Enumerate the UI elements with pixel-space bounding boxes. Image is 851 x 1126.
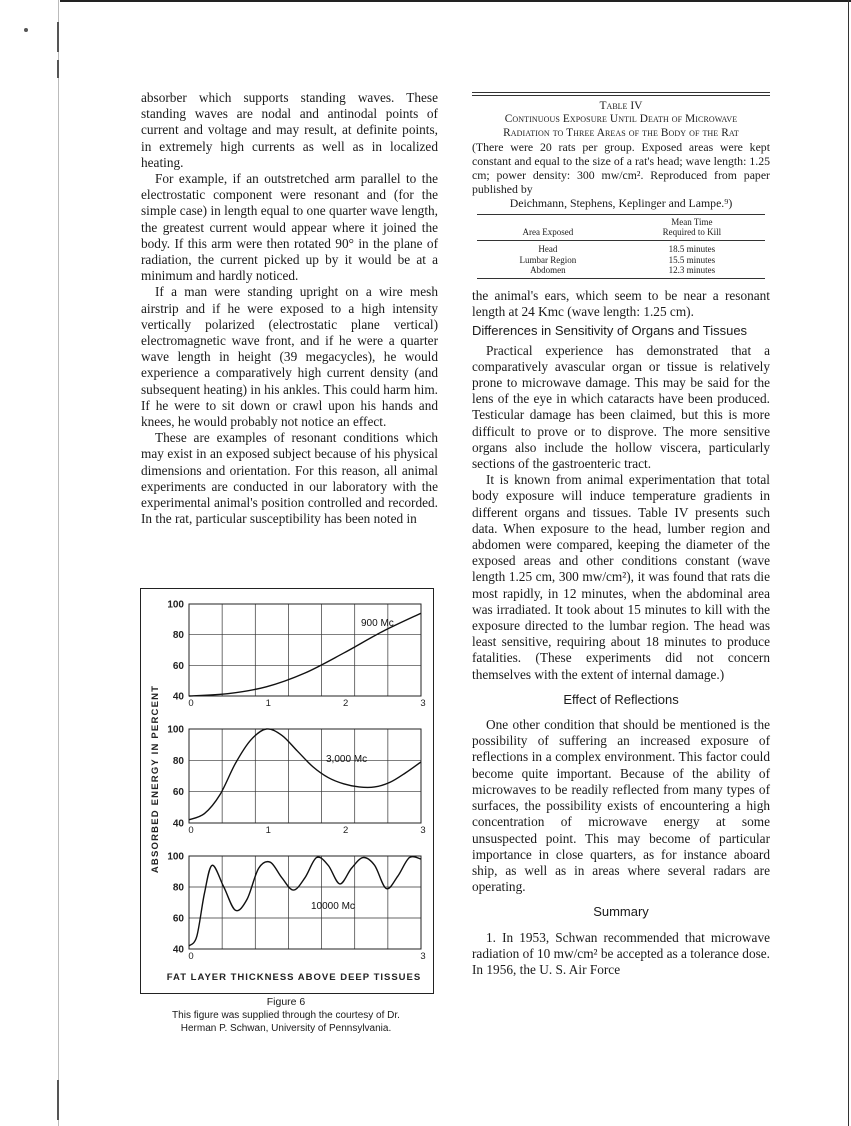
section-heading: Effect of Reflections <box>563 691 679 707</box>
series-line <box>189 729 421 820</box>
figure-caption-line: Herman P. Schwan, University of Pennsylvania. <box>180 1023 392 1034</box>
paragraph: If a man were standing upright on a wire mesh airstrip and if he were exposed to a high intensity vertically polarized (electrostatic plane vertical) electromagnetic wave front, and if he were a quarter wave length in height (39 megacycles), he would experience a comparatively high current density (and subsequent heating) in his ankles. This could harm him. If he were to sit down or crawl upon his hands and knees, he would probably not notice an effect. <box>141 284 438 430</box>
y-tick-label: 100 <box>167 724 184 736</box>
table-data <box>477 214 765 279</box>
figure-6 <box>140 588 434 994</box>
right-column <box>472 288 770 978</box>
x-tick-label: 2 <box>343 698 349 709</box>
table-iv <box>472 92 770 279</box>
paragraph: These are examples of resonant conditions which may exist in an exposed subject because of his physical dimensions and orientation. For this reason, all animal experiments are conducted in our laboratory with the experimental animal's position controlled and recorded. In the rat, particular susceptibility has been noted in <box>141 430 438 527</box>
y-axis-label: ABSORBED ENERGY IN PERCENT <box>150 684 161 874</box>
cell-time: 18.5 minutes <box>668 244 716 254</box>
y-tick-label: 100 <box>167 851 184 863</box>
cell-area: Head <box>538 244 558 254</box>
x-tick-label: 3 <box>420 698 426 709</box>
table-note-text: (There were 20 rats per group. Exposed areas were kept constant and equal to the size of a rat's head; wave length: 1.25 cm; power density: 300 mw/cm². Reproduced from paper published by <box>472 140 770 196</box>
figure-caption <box>140 996 432 1035</box>
cell-time: 12.3 minutes <box>619 265 765 278</box>
x-tick-label: 0 <box>188 825 194 836</box>
table-subtitle <box>472 112 770 140</box>
y-tick-label: 100 <box>167 599 184 611</box>
figure-caption-line: This figure was supplied through the courtesy of Dr. <box>172 1010 400 1021</box>
y-tick-label: 40 <box>172 818 184 830</box>
table-top-rule <box>472 92 770 96</box>
plot-frame <box>189 729 421 823</box>
table-subtitle-line: Continuous Exposure Until Death of Microwave <box>504 113 738 125</box>
x-axis-label: FAT LAYER THICKNESS ABOVE DEEP TISSUES <box>166 972 422 983</box>
y-tick-label: 60 <box>172 787 184 799</box>
scan-mark <box>57 1080 59 1120</box>
y-tick-label: 80 <box>172 882 184 894</box>
x-tick-label: 3 <box>420 825 426 836</box>
x-tick-label: 0 <box>188 698 194 709</box>
table-note <box>472 140 770 210</box>
series-label: 3,000 Mc <box>326 754 368 765</box>
scan-border-right <box>848 0 850 1126</box>
table-title: Table IV <box>599 100 643 112</box>
paragraph: 1. In 1953, Schwan recommended that microwave radiation of 10 mw/cm² be accepted as a tolerance dose. In 1956, the U. S. Air Force <box>472 929 770 977</box>
table-subtitle-line: Radiation to Three Areas of the Body of the Rat <box>503 127 739 139</box>
y-tick-label: 60 <box>172 660 184 672</box>
figure-caption-title: Figure 6 <box>266 996 306 1008</box>
cell-area: Abdomen <box>477 265 619 278</box>
plot-frame <box>189 856 421 949</box>
y-tick-label: 60 <box>172 913 184 925</box>
x-tick-label: 0 <box>188 951 194 962</box>
table-row <box>477 255 765 266</box>
x-tick-label: 1 <box>265 825 271 836</box>
left-column <box>141 90 438 527</box>
section-heading: Differences in Sensitivity of Organs and Tissues <box>472 323 748 339</box>
paragraph: It is known from animal experimentation that total body exposure will induce temperature gradients in different organs and tissues. Table IV presents such data. When exposure to the head, lumber region and abdomen were compared, keeping the diameter of the exposed areas and other conditions constant (wave length 1.25 cm, 300 mw/cm²), it was found that rats die most rapidly, in 12 minutes, when the abdominal area was irradiated. It took about 15 minutes to kill with the exposure directed to the lumbar region. The head was least sensitive, requiring about 18 minutes to produce fatalities. (These experiments did not concern themselves with the extent of internal damage.) <box>472 472 770 682</box>
column-header-time: Mean Time Required to Kill <box>619 215 765 241</box>
y-tick-label: 40 <box>172 691 184 703</box>
table-row <box>477 265 765 278</box>
series-line <box>189 857 421 946</box>
x-tick-label: 1 <box>265 698 271 709</box>
cell-time: 15.5 minutes <box>668 254 716 265</box>
table-note-citation: Deichmann, Stephens, Keplinger and Lampe.⁹) <box>509 196 733 210</box>
y-tick-label: 80 <box>172 755 184 767</box>
series-label: 900 Mc <box>361 618 394 629</box>
x-tick-label: 2 <box>343 825 349 836</box>
paragraph: the animal's ears, which seem to be near a resonant length at 24 Kmc (wave length: 1.25 cm). <box>472 288 770 320</box>
column-header-area: Area Exposed <box>477 215 619 241</box>
scan-border-left <box>58 0 59 1126</box>
paragraph: Practical experience has demonstrated that a comparatively avascular organ or tissue is relatively prone to microwave damage. This may be said for the lens of the eye in which cataracts have been produced. Testicular damage has been claimed, but this is more difficult to prove or to disprove. The more sensitive organs also include the hollow viscera, particularly sections of the gastroenteric tract. <box>472 342 770 472</box>
scan-mark <box>57 60 59 78</box>
scan-border-top <box>60 0 851 2</box>
scan-mark <box>24 28 28 32</box>
paragraph: For example, if an outstretched arm parallel to the electrostatic component were resonant and (for the simple case) in length equal to one quarter wave length, the greatest current would appear where it joined the body. If this arm were then rotated 90° in the plane of radiation, the current picked up by it would be at a minimum and hardly noticed. <box>141 171 438 284</box>
paragraph: One other condition that should be mentioned is the possibility of suffering an increased exposure of reflections in a complex environment. This factor could become quite important. Because of the ability of microwaves to be readily reflected from many types of surfaces, the possibility exists of encountering a high concentration of microwave energy at some unsuspected point. This may become of particular importance in close quarters, as for instance aboard ship, as well as in areas where several radars are operating. <box>472 717 770 895</box>
cell-area: Lumbar Region <box>519 254 577 265</box>
scan-mark <box>57 22 59 52</box>
paragraph: absorber which supports standing waves. These standing waves are nodal and antinodal points of current and voltage and may result, at definite points, in extremely high currents as well as in localized heating. <box>141 90 438 170</box>
y-tick-label: 40 <box>172 944 184 956</box>
table-row <box>477 241 765 255</box>
x-tick-label: 3 <box>420 951 426 962</box>
y-tick-label: 80 <box>172 630 184 642</box>
section-heading: Summary <box>593 904 649 920</box>
absorbed-energy-chart <box>141 589 433 993</box>
series-label: 10000 Mc <box>311 901 355 912</box>
